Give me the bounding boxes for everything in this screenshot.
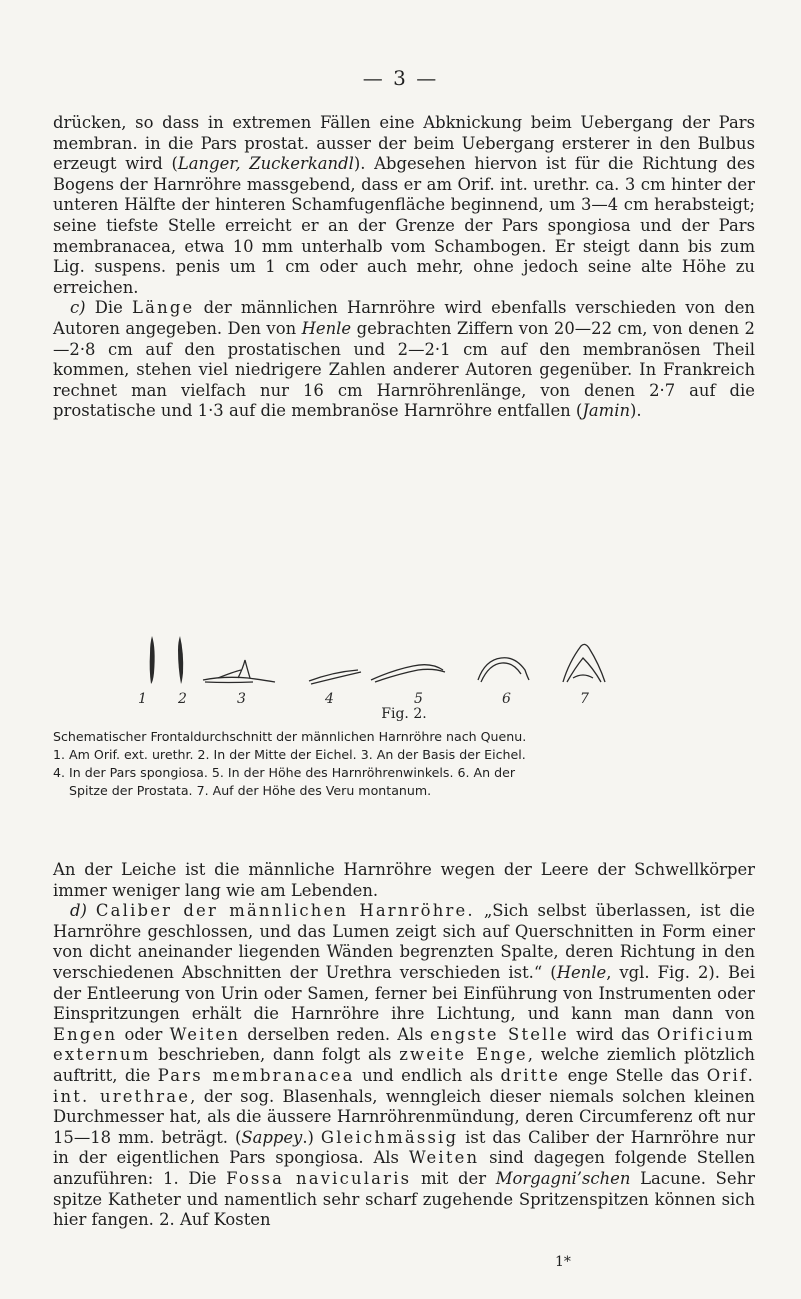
caption-line-3: 4. In der Pars spongiosa. 5. In der Höhe des Harnröhrenwinkels. 6. An der [53,765,516,780]
italic-text: Henle [301,318,352,338]
italic-text: Henle [556,962,607,982]
text-run: oder [117,1024,170,1044]
spaced-text: Engen [53,1024,118,1044]
text-run: „Sich selbst überlassen, ist die Harnröhre geschlossen, und das Lumen zeigt sich auf Querschnitten in Form einer von dicht aneinander liegenden Wänden begrenzten Spalte, deren Richtung in den verschiedenen Abschnitten der Urethra verschieden ist.“ ( [53,901,755,982]
body-text-top [53,113,755,422]
section-1-shape [150,636,155,684]
fig-number-4: 4 [325,691,334,707]
italic-text: Langer, Zuckerkandl [177,154,354,174]
text-run: , welche ziemlich plötzlich auftritt, die [53,1045,755,1085]
text-run: der männlichen Harnröhre wird ebenfalls verschieden von den Autoren angegeben. Den von [53,298,755,338]
spaced-text: Weiten [408,1148,480,1168]
section-3-shape [203,660,275,683]
figure-2 [53,598,755,728]
italic-text: c) [70,298,86,318]
caption-line-2: 1. Am Orif. ext. urethr. 2. In der Mitte der Eichel. 3. An der Basis der Eichel. [53,747,526,762]
section-2-shape [178,636,183,684]
text-run: ist das Caliber der Harnröhre nur in der eigentlichen Pars spongiosa. Als [53,1127,755,1168]
text-run: An der Leiche ist die männliche Harnröhre wegen der Leere der Schwellkörper immer weniger lang wie am Lebenden. [53,860,755,900]
fig-number-2: 2 [178,691,187,707]
paragraph [53,901,755,1231]
spaced-text: zweite Enge [399,1045,528,1065]
spaced-text: dritte [500,1065,561,1085]
text-run: .) [302,1127,321,1147]
text-run: derselben reden. Als [240,1024,430,1044]
caption-line-4: Spitze der Prostata. 7. Auf der Höhe des Veru montanum. [69,783,432,798]
section-4-shape [309,670,361,684]
spaced-text: Caliber der männlichen Harnröhre. [95,901,475,921]
text-run: , vgl. Fig. 2). Bei der Entleerung von Urin oder Samen, ferner bei Einführung von Instrumenten oder Einspritzungen erhält die Harnröhre ihre Lichtung, und kann man dann von [53,962,756,1024]
text-run [87,901,96,920]
text-run: drücken, so dass in extremen Fällen eine Abknickung beim Uebergang der Pars membran. in die Pars prostat. ausser der beim Uebergang ersterer in den Bulbus erzeugt wird ( [53,113,755,174]
body-text-bottom [53,860,755,1231]
italic-text: d) [70,901,87,921]
italic-text: Morgagni’schen [495,1168,631,1188]
section-5-shape [371,665,445,682]
paragraph [53,113,755,298]
spaced-text: Länge [132,298,195,318]
text-run: und endlich als [354,1065,501,1085]
spaced-text: Orif. int. urethrae [53,1065,755,1106]
italic-text: Sappey [241,1127,303,1147]
text-run: gebrachten Ziffern von 20—22 cm, von denen 2—2·8 cm auf den prostatischen und 2—2·1 cm auf den membranösen Theil kommen, stehen viel niedrigere Zahlen anderer Autoren gegenüber. In Frankreich rechnet man vielfach nur 16 cm Harnröhrenlänge, von denen 2·7 auf die prostatische und 1·3 auf die membranöse Harnröhre entfallen ( [53,318,755,421]
spaced-text: Orificium externum [53,1024,755,1065]
text-run: , der sog. Blasenhals, wenngleich dieser niemals solchen kleinen Durchmesser hat, als die äussere Harnröhrenmündung, deren Circumferenz oft nur 15—18 mm. beträgt. ( [53,1086,755,1147]
text-run: mit der [411,1168,496,1188]
section-7-shape [563,644,605,682]
section-6-shape [478,658,529,682]
paragraph [53,298,755,422]
paragraph [53,860,755,901]
text-run: Lacune. Sehr spitze Katheter und namentlich sehr scharf zugehende Spritzenspitzen können sich hier fangen. 2. Auf Kosten [53,1168,755,1230]
italic-text: Jamin [582,401,630,421]
text-run: beschrieben, dann folgt als [150,1045,400,1065]
signature-mark: 1* [555,1254,571,1270]
figure-title: Fig. 2. [381,706,427,722]
spaced-text: Weiten [169,1024,241,1044]
spaced-text: Fossa navicularis [226,1168,412,1188]
spaced-text: Gleichmässig [320,1127,459,1147]
spaced-text: Pars membranacea [157,1065,355,1085]
fig-number-5: 5 [414,691,423,707]
text-run: sind dagegen folgende Stellen anzuführen: 1. Die [53,1148,755,1188]
fig-number-6: 6 [502,691,511,707]
fig-number-7: 7 [580,691,589,707]
caption-line-1: Schematischer Frontaldurchschnitt der männlichen Harnröhre nach Quenu. [53,729,527,744]
spaced-text: engste Stelle [430,1024,569,1044]
text-run: Die [85,298,133,318]
page-number: — 3 — [362,66,439,90]
text-run: wird das [568,1024,657,1044]
figure-caption [53,728,755,800]
fig-number-3: 3 [237,691,246,707]
fig-number-1: 1 [138,691,147,707]
text-run: ). Abgesehen hiervon ist für die Richtung des Bogens der Harnröhre massgebend, dass er am Orif. int. urethr. ca. 3 cm hinter der unteren Hälfte der hinteren Schamfugenfläche beginnend, um 3—4 cm herabsteigt; seine tiefste Stelle erreicht er an der Grenze der Pars spongiosa und der Pars membranacea, etwa 10 mm unterhalb vom Schambogen. Er steigt dann bis zum Lig. suspens. penis um 1 cm oder auch mehr, ohne jedoch seine alte Höhe zu erreichen. [53,154,755,297]
text-run: enge Stelle das [560,1065,707,1085]
text-run: ). [630,401,642,421]
